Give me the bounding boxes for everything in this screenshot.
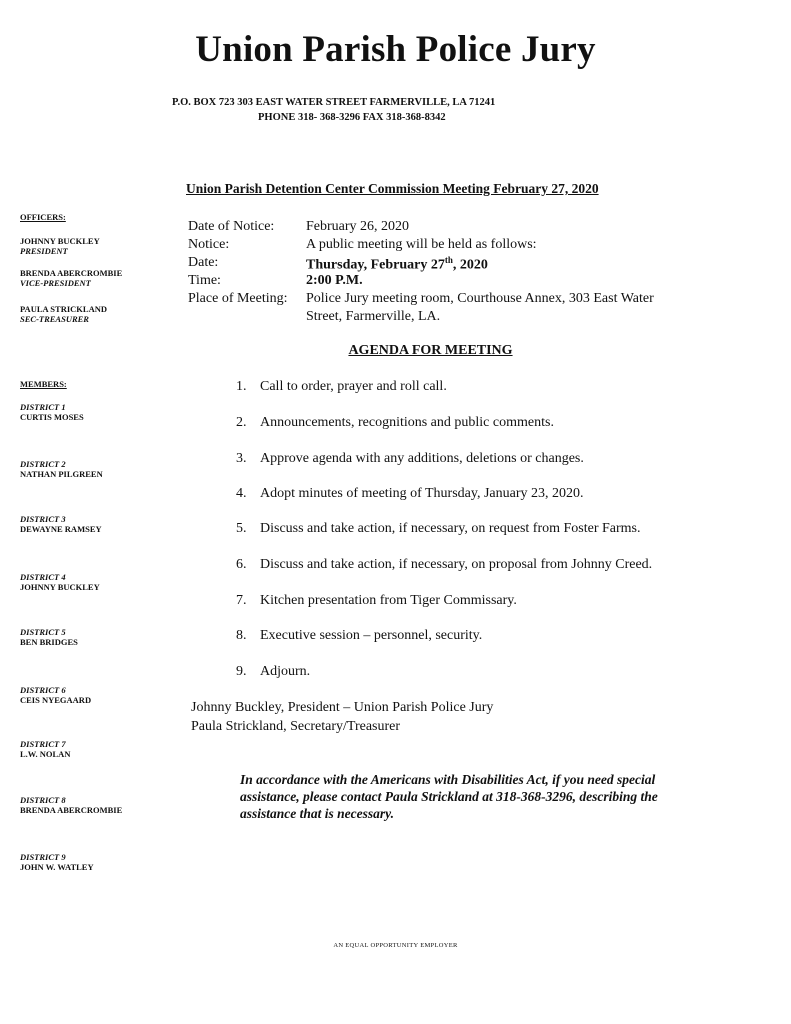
member-entry	[20, 739, 70, 759]
officer-name: JOHNNY BUCKLEY	[20, 236, 100, 246]
date-label: Date:	[188, 255, 219, 270]
member-district: DISTRICT 6	[20, 685, 66, 695]
agenda-item-text: Call to order, prayer and roll call.	[260, 379, 447, 394]
agenda-item-text: Discuss and take action, if necessary, on request from Foster Farms.	[260, 521, 641, 536]
agenda-item-text: Adopt minutes of meeting of Thursday, January 23, 2020.	[260, 486, 584, 501]
agenda-item	[236, 451, 584, 467]
member-entry	[20, 402, 84, 422]
place-value-line1: Police Jury meeting room, Courthouse Annex, 303 East Water	[306, 291, 654, 306]
member-district: DISTRICT 3	[20, 514, 66, 524]
agenda-item-number: 7.	[236, 593, 247, 608]
members-heading-label: MEMBERS:	[20, 379, 67, 389]
officer-role: PRESIDENT	[20, 246, 68, 256]
member-name: L.W. NOLAN	[20, 749, 71, 759]
agenda-item-text: Executive session – personnel, security.	[260, 628, 483, 643]
agenda-item-text: Approve agenda with any additions, deletions or changes.	[260, 451, 584, 466]
date-value-year: , 2020	[452, 257, 488, 273]
phone-fax-line: PHONE 318- 368-3296 FAX 318-368-8342	[258, 112, 446, 123]
agenda-item-number: 5.	[236, 521, 247, 536]
member-district: DISTRICT 5	[20, 627, 66, 637]
agenda-item-number: 3.	[236, 451, 247, 466]
officer-entry	[20, 304, 107, 324]
agenda-item-number: 6.	[236, 557, 247, 572]
agenda-item	[236, 486, 584, 502]
member-district: DISTRICT 1	[20, 402, 66, 412]
agenda-title: AGENDA FOR MEETING	[348, 343, 513, 358]
agenda-item-number: 1.	[236, 379, 247, 394]
place-label: Place of Meeting:	[188, 291, 288, 306]
agenda-item-text: Discuss and take action, if necessary, on proposal from Johnny Creed.	[260, 557, 653, 572]
agenda-item-number: 2.	[236, 415, 247, 430]
officers-heading-label: OFFICERS:	[20, 212, 66, 222]
member-district: DISTRICT 9	[20, 852, 66, 862]
officer-role: VICE-PRESIDENT	[20, 278, 91, 288]
time-label: Time:	[188, 273, 221, 288]
agenda-item	[236, 664, 310, 680]
notice-value: A public meeting will be held as follows:	[306, 237, 537, 252]
member-entry	[20, 572, 100, 592]
member-name: CURTIS MOSES	[20, 412, 84, 422]
date-of-notice-label: Date of Notice:	[188, 219, 275, 234]
agenda-item-text: Kitchen presentation from Tiger Commissary.	[260, 593, 517, 608]
agenda-item	[236, 593, 517, 609]
member-district: DISTRICT 7	[20, 739, 66, 749]
member-entry	[20, 627, 78, 647]
signature-secretary: Paula Strickland, Secretary/Treasurer	[191, 719, 401, 734]
member-name: CEIS NYEGAARD	[20, 695, 92, 705]
place-value-line2: Street, Farmerville, LA.	[306, 309, 441, 324]
officer-role: SEC-TREASURER	[20, 314, 89, 324]
agenda-item-number: 9.	[236, 664, 247, 679]
date-value	[306, 255, 488, 274]
member-name: NATHAN PILGREEN	[20, 469, 103, 479]
agenda-item	[236, 628, 482, 644]
notice-label: Notice:	[188, 237, 230, 252]
member-entry	[20, 852, 94, 872]
officer-name: BRENDA ABERCROMBIE	[20, 268, 123, 278]
members-heading	[20, 379, 67, 389]
officer-entry	[20, 268, 122, 288]
member-name: BEN BRIDGES	[20, 637, 78, 647]
letterhead-title: Union Parish Police Jury	[195, 29, 596, 70]
meeting-title: Union Parish Detention Center Commission Meeting February 27, 2020	[186, 181, 599, 196]
footer-eoe: AN EQUAL OPPORTUNITY EMPLOYER	[333, 942, 458, 949]
date-value-main: Thursday, February 27	[306, 257, 445, 273]
member-district: DISTRICT 4	[20, 572, 66, 582]
time-value: 2:00 P.M.	[306, 273, 363, 288]
member-entry	[20, 685, 91, 705]
member-district: DISTRICT 2	[20, 459, 66, 469]
address-line: P.O. BOX 723 303 EAST WATER STREET FARMERVILLE, LA 71241	[172, 97, 496, 108]
date-value-suffix: th	[444, 255, 453, 265]
agenda-item-number: 4.	[236, 486, 247, 501]
member-district: DISTRICT 8	[20, 795, 66, 805]
agenda-item-text: Adjourn.	[260, 664, 311, 679]
member-entry	[20, 795, 122, 815]
member-entry	[20, 514, 102, 534]
officer-name: PAULA STRICKLAND	[20, 304, 107, 314]
member-name: DEWAYNE RAMSEY	[20, 524, 102, 534]
agenda-item	[236, 557, 652, 573]
agenda-item-text: Announcements, recognitions and public comments.	[260, 415, 554, 430]
member-name: JOHNNY BUCKLEY	[20, 582, 100, 592]
member-name: BRENDA ABERCROMBIE	[20, 805, 123, 815]
agenda-item	[236, 379, 447, 395]
agenda-item-number: 8.	[236, 628, 247, 643]
member-name: JOHN W. WATLEY	[20, 862, 94, 872]
officers-heading	[20, 212, 66, 222]
date-of-notice-value: February 26, 2020	[306, 219, 410, 234]
ada-notice: In accordance with the Americans with Disabilities Act, if you need special assistance, please contact Paula Strickland at 318-368-3296, describing the assistance that is necessary.	[240, 772, 658, 821]
agenda-item	[236, 521, 641, 537]
member-entry	[20, 459, 103, 479]
agenda-item	[236, 415, 554, 431]
officer-entry	[20, 236, 100, 256]
signature-president: Johnny Buckley, President – Union Parish Police Jury	[191, 700, 494, 715]
